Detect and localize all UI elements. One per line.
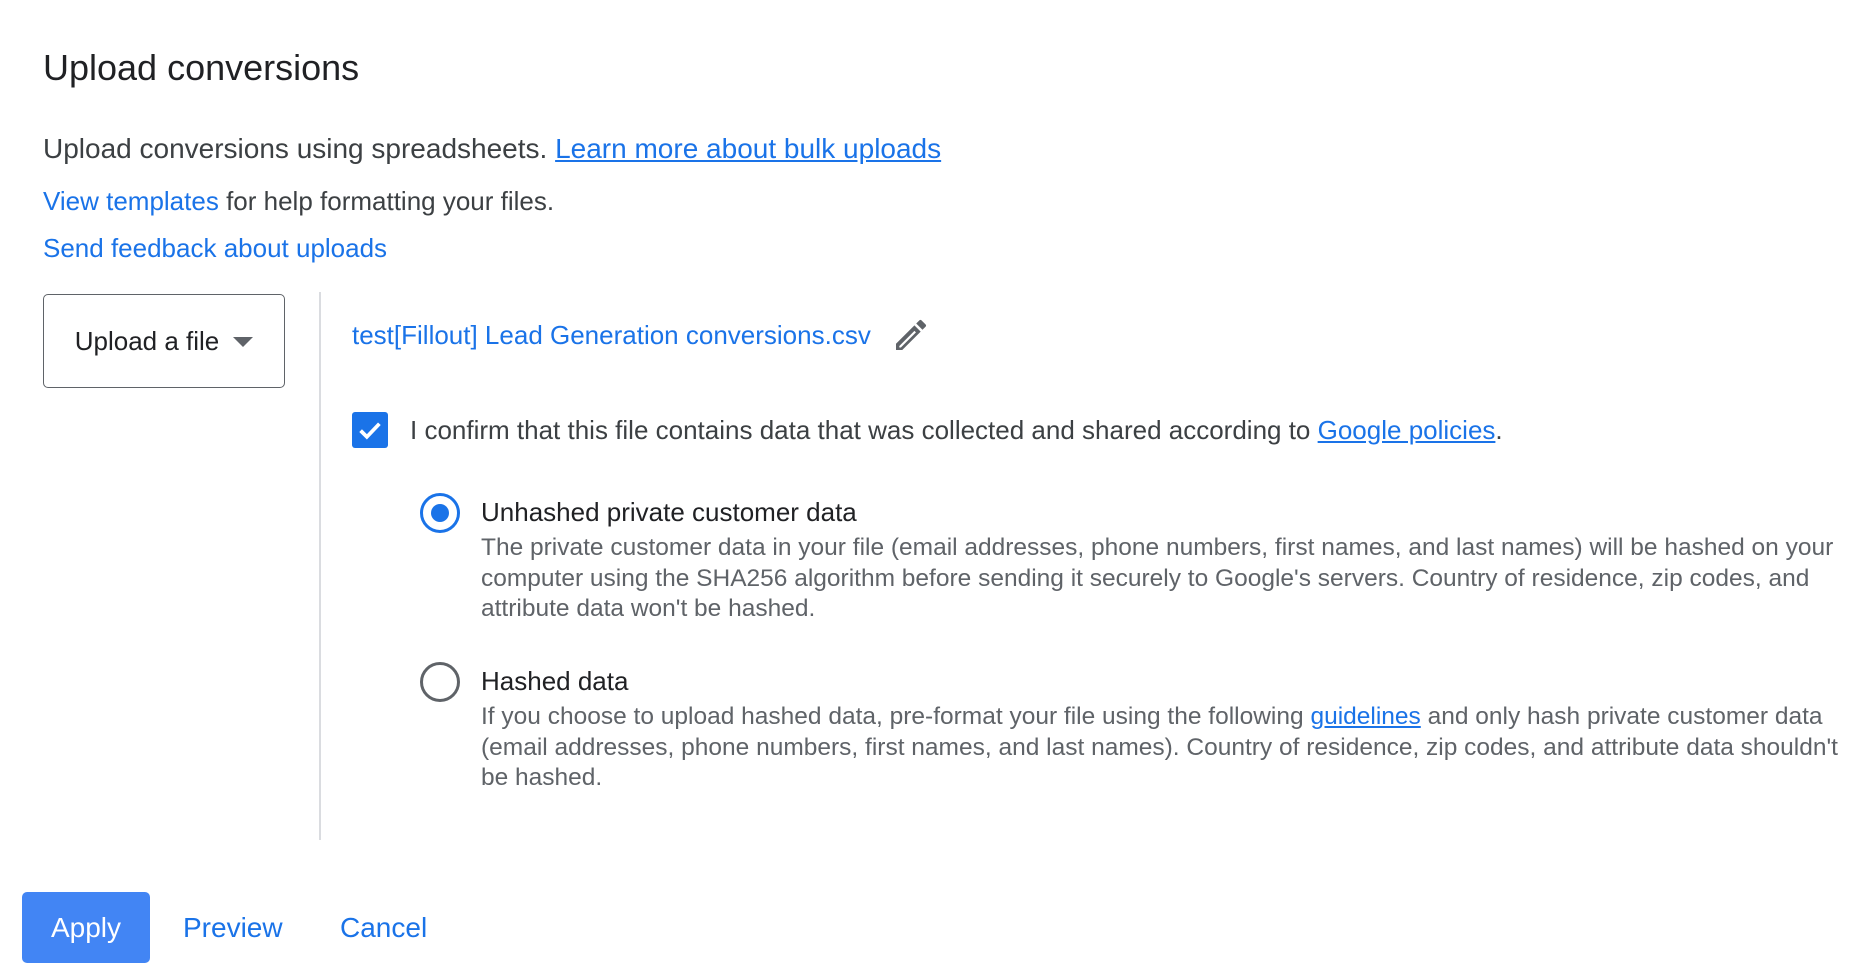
learn-more-link[interactable]: Learn more about bulk uploads	[555, 133, 942, 164]
pencil-icon[interactable]	[891, 315, 931, 355]
checkmark-icon	[355, 415, 385, 445]
send-feedback-link[interactable]: Send feedback about uploads	[43, 233, 388, 263]
guidelines-link[interactable]: guidelines	[1310, 703, 1421, 730]
hashed-description-suffix: and only hash private customer data (email addresses, phone numbers, first names, and last names). Country of residence, zip codes, and attribute data shouldn't be hashed.	[481, 703, 1838, 791]
confirm-text-wrap	[410, 415, 1503, 446]
radio-selected-dot	[431, 504, 449, 522]
page-title: Upload conversions	[43, 47, 360, 88]
preview-button[interactable]: Preview	[183, 912, 283, 943]
upload-file-button[interactable]	[43, 294, 285, 388]
hashed-label[interactable]: Hashed data	[481, 666, 629, 696]
templates-suffix: for help formatting your files.	[218, 186, 555, 216]
unhashed-radio[interactable]	[420, 493, 460, 533]
google-policies-link[interactable]: Google policies	[1317, 414, 1496, 445]
file-name[interactable]: test[Fillout] Lead Generation conversions.csv	[352, 320, 871, 350]
confirm-suffix: .	[1495, 414, 1503, 445]
confirm-checkbox[interactable]	[352, 412, 388, 448]
feedback-line	[43, 231, 387, 265]
caret-down-icon	[233, 337, 253, 347]
confirm-text: I confirm that this file contains data that was collected and shared according to	[410, 414, 1318, 445]
hashed-description-prefix: If you choose to upload hashed data, pre-format your file using the following	[481, 703, 1311, 730]
file-row	[352, 315, 931, 355]
intro-text: Upload conversions using spreadsheets.	[43, 133, 548, 164]
hashed-radio[interactable]	[420, 662, 460, 702]
apply-button[interactable]: Apply	[22, 892, 150, 963]
unhashed-description: The private customer data in your file (email addresses, phone numbers, first names, and last names) will be hashed on your computer using the SHA256 algorithm before sending it securely to Google's servers. Country of residence, zip codes, and attribute data won't be hashed.	[481, 534, 1834, 622]
unhashed-label[interactable]: Unhashed private customer data	[481, 497, 857, 527]
confirm-row	[352, 412, 1503, 448]
cancel-button[interactable]: Cancel	[340, 912, 428, 943]
vertical-divider	[319, 292, 321, 840]
intro-line	[43, 131, 941, 167]
upload-file-label: Upload a file	[74, 325, 220, 356]
hashed-description	[481, 702, 1851, 794]
templates-line	[43, 184, 554, 218]
view-templates-link[interactable]: View templates	[43, 186, 219, 216]
